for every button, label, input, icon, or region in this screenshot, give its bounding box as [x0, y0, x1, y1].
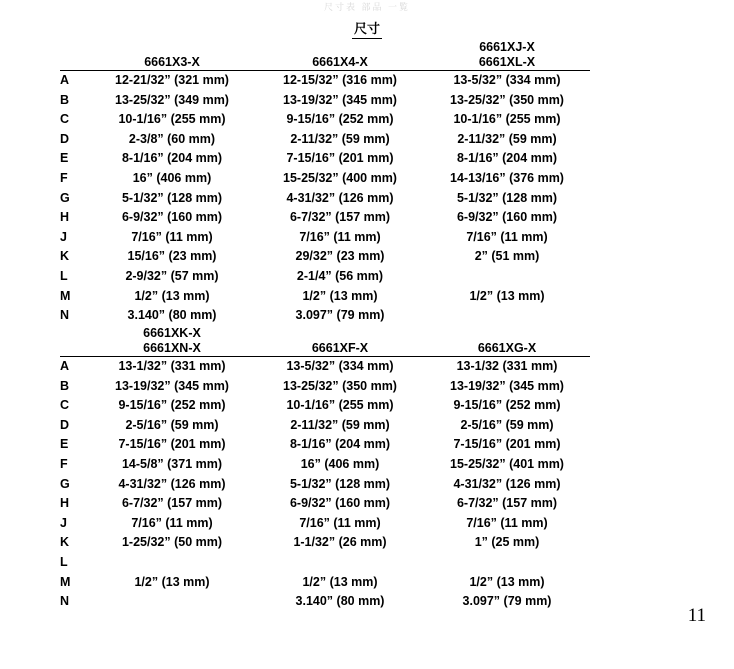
row-value: 3.097” (79 mm) [462, 594, 552, 609]
header-corner [60, 326, 88, 341]
row-label: N [60, 308, 70, 323]
row-value: 13-25/32” (350 mm) [450, 92, 564, 107]
header-corner [60, 40, 88, 55]
row-value: 5-1/32” (128 mm) [121, 190, 223, 205]
row-value: 13-5/32” (334 mm) [453, 73, 561, 87]
row-value: 13-1/32” (331 mm) [118, 359, 226, 373]
row-label: M [60, 574, 71, 589]
table-row [60, 306, 590, 326]
row-value: 6-7/32” (157 mm) [289, 210, 391, 225]
section-title [0, 18, 734, 39]
row-value: 2-5/16” (59 mm) [125, 417, 219, 432]
row-value: 5-1/32” (128 mm) [456, 190, 558, 205]
row-label: L [60, 268, 68, 283]
table-row [60, 533, 590, 553]
row-value: 6-9/32” (160 mm) [121, 210, 223, 225]
row-value: 13-19/32” (345 mm) [450, 378, 564, 393]
table-header-row-bottom [60, 55, 590, 71]
table-row [60, 475, 590, 495]
table-row [60, 592, 590, 612]
row-label: B [60, 378, 70, 393]
row-value [88, 592, 256, 612]
table-row [60, 71, 590, 91]
table-row [60, 149, 590, 169]
row-value [424, 267, 590, 287]
row-label: G [60, 190, 70, 205]
row-value: 10-1/16” (255 mm) [118, 112, 226, 127]
table-row [60, 396, 590, 416]
row-value: 7/16” (11 mm) [131, 229, 213, 244]
header-col-2-line-1 [256, 40, 424, 55]
row-value: 15-25/32” (400 mm) [283, 170, 397, 185]
row-value: 2” (51 mm) [474, 249, 540, 264]
row-label: J [60, 229, 67, 244]
row-value: 4-31/32” (126 mm) [286, 190, 394, 205]
row-value: 7-15/16” (201 mm) [118, 437, 226, 452]
row-value: 16” (406 mm) [300, 456, 380, 471]
row-value: 9-15/16” (252 mm) [286, 112, 394, 127]
row-label: F [60, 170, 68, 185]
row-value: 9-15/16” (252 mm) [453, 398, 561, 413]
header-col-1-line-2: 6661X3-X [88, 55, 256, 71]
row-value: 3.140” (80 mm) [295, 594, 385, 609]
row-value: 10-1/16” (255 mm) [286, 398, 394, 413]
row-value: 2-11/32” (59 mm) [290, 131, 390, 146]
table-row [60, 228, 590, 248]
table-row [60, 435, 590, 455]
row-label: D [60, 131, 70, 146]
row-value: 8-1/16” (204 mm) [456, 151, 558, 166]
row-value: 2-11/32” (59 mm) [290, 417, 390, 432]
row-value: 8-1/16” (204 mm) [289, 437, 391, 452]
row-value [424, 306, 590, 326]
row-value: 16” (406 mm) [132, 170, 212, 185]
header-col-3-line-1 [424, 326, 590, 341]
header-col-1-line-2: 6661XN-X [88, 341, 256, 357]
row-value: 8-1/16” (204 mm) [121, 151, 223, 166]
row-value: 4-31/32” (126 mm) [453, 476, 561, 491]
row-value: 4-31/32” (126 mm) [118, 476, 226, 491]
row-value: 1/2” (13 mm) [469, 288, 545, 303]
row-value: 1/2” (13 mm) [469, 574, 545, 589]
table-row [60, 357, 590, 377]
row-value: 7/16” (11 mm) [466, 515, 548, 530]
row-value: 1-25/32” (50 mm) [121, 535, 223, 550]
row-label: H [60, 210, 70, 225]
header-col-3-line-2: 6661XL-X [424, 55, 590, 71]
table-row [60, 189, 590, 209]
table-header-row-top [60, 40, 590, 55]
row-value: 10-1/16” (255 mm) [453, 112, 561, 127]
row-label: D [60, 417, 70, 432]
page-number: 11 [687, 605, 706, 626]
table-row [60, 514, 590, 534]
row-value: 13-19/32” (345 mm) [283, 92, 397, 107]
header-col-2-line-1 [256, 326, 424, 341]
row-value: 7/16” (11 mm) [466, 229, 548, 244]
row-value: 12-21/32” (321 mm) [115, 73, 229, 87]
header-col-3-line-1: 6661XJ-X [479, 40, 535, 54]
row-value [256, 553, 424, 573]
row-value: 1/2” (13 mm) [302, 574, 378, 589]
header-col-3-line-2: 6661XG-X [424, 341, 590, 357]
table-row [60, 208, 590, 228]
table-row [60, 377, 590, 397]
row-value: 2-11/32” (59 mm) [457, 131, 557, 146]
header-col-1-line-1 [88, 40, 256, 55]
row-value: 15/16” (23 mm) [127, 249, 217, 264]
row-value: 13-19/32” (345 mm) [115, 378, 229, 393]
row-value: 6-9/32” (160 mm) [289, 496, 391, 511]
table-row [60, 416, 590, 436]
row-value: 29/32” (23 mm) [295, 249, 385, 264]
row-value: 1/2” (13 mm) [302, 288, 378, 303]
table-header-row-top [60, 326, 590, 341]
row-label: G [60, 476, 70, 491]
row-label: M [60, 288, 71, 303]
table-row [60, 455, 590, 475]
row-label: A [60, 73, 70, 87]
faint-page-header: 尺寸表 部品 一覧 [323, 2, 410, 12]
table-row [60, 91, 590, 111]
row-label: E [60, 151, 69, 166]
row-value: 3.140” (80 mm) [127, 308, 217, 323]
header-col-2-line-2: 6661X4-X [256, 55, 424, 71]
row-value: 2-1/4” (56 mm) [296, 268, 384, 283]
dimension-table-2 [60, 326, 590, 612]
header-corner-2 [60, 55, 88, 71]
row-value [424, 553, 590, 573]
row-value: 1-1/32” (26 mm) [293, 535, 387, 550]
row-value [88, 553, 256, 573]
row-label: C [60, 398, 70, 413]
row-value: 13-5/32” (334 mm) [286, 359, 394, 373]
row-value: 2-3/8” (60 mm) [128, 131, 216, 146]
row-label: E [60, 437, 69, 452]
dimension-table-1 [60, 40, 590, 326]
table-row [60, 494, 590, 514]
row-value: 13-25/32” (350 mm) [283, 378, 397, 393]
row-value: 3.097” (79 mm) [295, 308, 385, 323]
row-value: 7-15/16” (201 mm) [453, 437, 561, 452]
row-label: C [60, 112, 70, 127]
row-value: 6-7/32” (157 mm) [456, 496, 558, 511]
row-value: 2-9/32” (57 mm) [125, 268, 219, 283]
row-value: 7/16” (11 mm) [299, 229, 381, 244]
row-value: 2-5/16” (59 mm) [460, 417, 554, 432]
row-value: 1/2” (13 mm) [134, 288, 210, 303]
table-row [60, 247, 590, 267]
row-label: L [60, 554, 68, 569]
table-row [60, 553, 590, 573]
row-label: H [60, 496, 70, 511]
row-value: 14-5/8” (371 mm) [121, 456, 223, 471]
row-value: 13-25/32” (349 mm) [115, 92, 229, 107]
row-label: N [60, 594, 70, 609]
row-label: J [60, 515, 67, 530]
row-value: 1/2” (13 mm) [134, 574, 210, 589]
table-row [60, 169, 590, 189]
table-row [60, 267, 590, 287]
row-value: 7/16” (11 mm) [299, 515, 381, 530]
row-label: A [60, 359, 70, 373]
row-label: B [60, 92, 70, 107]
row-value: 7/16” (11 mm) [131, 515, 213, 530]
row-value: 9-15/16” (252 mm) [118, 398, 226, 413]
row-value: 7-15/16” (201 mm) [286, 151, 394, 166]
section-title-text: 尺寸 [352, 18, 382, 39]
row-label: K [60, 535, 70, 550]
header-corner-2 [60, 341, 88, 357]
table-row [60, 287, 590, 307]
table-row [60, 110, 590, 130]
row-value: 1” (25 mm) [474, 535, 540, 550]
row-value: 13-1/32 (331 mm) [456, 359, 558, 373]
table-row [60, 130, 590, 150]
table-header-row-bottom [60, 341, 590, 357]
row-value: 6-7/32” (157 mm) [121, 496, 223, 511]
header-col-1-line-1: 6661XK-X [143, 326, 201, 340]
row-label: F [60, 456, 68, 471]
row-value: 5-1/32” (128 mm) [289, 476, 391, 491]
header-col-2-line-2: 6661XF-X [256, 341, 424, 357]
row-value: 15-25/32” (401 mm) [450, 456, 564, 471]
row-value: 12-15/32” (316 mm) [283, 73, 397, 87]
table-row [60, 573, 590, 593]
row-label: K [60, 249, 70, 264]
row-value: 6-9/32” (160 mm) [456, 210, 558, 225]
row-value: 14-13/16” (376 mm) [450, 170, 564, 185]
